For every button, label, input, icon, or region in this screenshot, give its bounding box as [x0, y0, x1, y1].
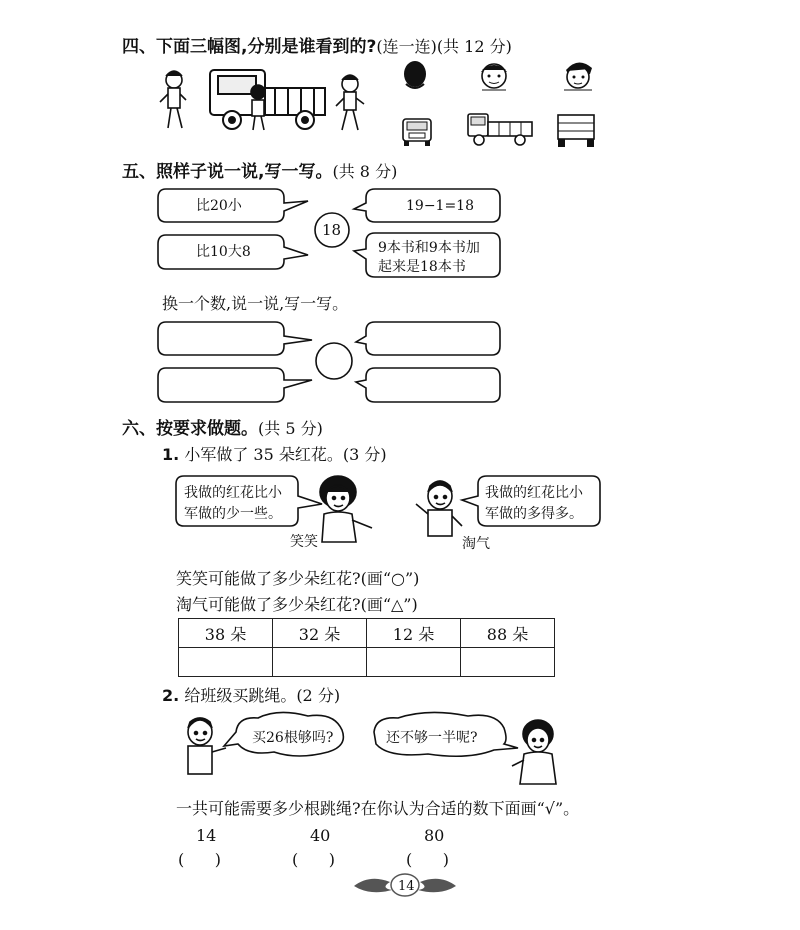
boy-side-view-icon	[560, 56, 596, 96]
q1-left-name: 笑笑	[290, 534, 318, 550]
section4-title: 四、下面三幅图,分别是谁看到的?	[122, 37, 377, 57]
section5-instruction: 换一个数,说一说,写一写。	[162, 294, 349, 313]
section4-note: (连一连)(共 12 分)	[376, 37, 512, 56]
blank-bubble-top-right[interactable]	[356, 322, 500, 355]
q1-left-bubble-line2: 军做的少一些。	[184, 506, 282, 522]
q2-choice-1: 14	[196, 826, 217, 845]
section5-note: (共 8 分)	[332, 162, 398, 181]
q2-number: 2.	[162, 686, 180, 705]
q2-choice-2: 40	[310, 826, 331, 845]
center-number: 18	[322, 221, 342, 239]
blank-bubbles-diagram	[150, 318, 520, 408]
options-row	[179, 619, 555, 648]
bubble-text-1: 比20小	[196, 198, 242, 214]
truck-side-view-icon	[466, 110, 536, 150]
truck-back-view-icon	[555, 112, 597, 150]
answer-cell[interactable]	[367, 648, 461, 677]
bubble-text-4: 9本书和9本书加	[378, 240, 480, 256]
q1-heading	[162, 442, 387, 465]
blank-bubble-bottom-right[interactable]	[356, 368, 500, 402]
answer-row	[179, 648, 555, 677]
truck-scene-illustration	[160, 60, 370, 135]
q1-left-bubble-line1: 我做的红花比小	[184, 485, 282, 501]
q2-answer-blank-3[interactable]: ( )	[406, 850, 449, 869]
option-cell: 32 朵	[273, 619, 367, 648]
example-bubbles-diagram	[150, 185, 520, 285]
girl-back-view-icon	[400, 58, 430, 94]
page-number-ornament	[350, 870, 460, 900]
q1-number: 1.	[162, 445, 180, 464]
section6-heading	[122, 414, 323, 439]
boy-face-view-icon	[476, 56, 512, 96]
option-cell: 38 朵	[179, 619, 273, 648]
q2-scene-illustration	[178, 710, 568, 790]
q2-prompt: 一共可能需要多少根跳绳?在你认为合适的数下面画“√”。	[176, 799, 580, 818]
answer-cell[interactable]	[179, 648, 273, 677]
q2-heading	[162, 683, 340, 706]
blank-center-circle[interactable]	[316, 343, 352, 379]
q1-scene-illustration	[172, 470, 612, 560]
q1-text: 小军做了 35 朵红花。(3 分)	[184, 445, 387, 464]
section5-heading	[122, 157, 397, 182]
q1-right-name: 淘气	[462, 536, 490, 552]
section6-title: 六、按要求做题。	[122, 419, 258, 439]
section6-note: (共 5 分)	[258, 419, 323, 438]
q1-right-bubble-line1: 我做的红花比小	[485, 485, 583, 501]
q1-prompt2: 淘气可能做了多少朵红花?(画“△”)	[176, 595, 418, 614]
section4-heading	[122, 32, 512, 57]
q2-right-bubble: 还不够一半呢?	[386, 730, 478, 746]
q2-answer-blank-1[interactable]: ( )	[178, 850, 221, 869]
q2-left-bubble: 买26根够吗?	[252, 730, 334, 746]
bubble-text-2: 19−1=18	[406, 198, 474, 214]
option-cell: 88 朵	[461, 619, 555, 648]
page-number: 14	[398, 879, 415, 894]
q2-choice-3: 80	[424, 826, 445, 845]
q2-text: 给班级买跳绳。(2 分)	[184, 686, 341, 705]
q1-right-bubble-line2: 军做的多得多。	[485, 506, 583, 522]
bubble-text-5: 起来是18本书	[378, 259, 466, 275]
blank-bubble-top-left[interactable]	[158, 322, 312, 355]
q1-options-table	[178, 618, 555, 677]
truck-front-view-icon	[400, 115, 434, 147]
bubble-text-3: 比10大8	[196, 244, 251, 260]
answer-cell[interactable]	[461, 648, 555, 677]
section5-title: 五、照样子说一说,写一写。	[122, 162, 333, 182]
option-cell: 12 朵	[367, 619, 461, 648]
q2-answer-blank-2[interactable]: ( )	[292, 850, 335, 869]
answer-cell[interactable]	[273, 648, 367, 677]
blank-bubble-bottom-left[interactable]	[158, 368, 312, 402]
q1-prompt1: 笑笑可能做了多少朵红花?(画“○”)	[176, 569, 420, 588]
